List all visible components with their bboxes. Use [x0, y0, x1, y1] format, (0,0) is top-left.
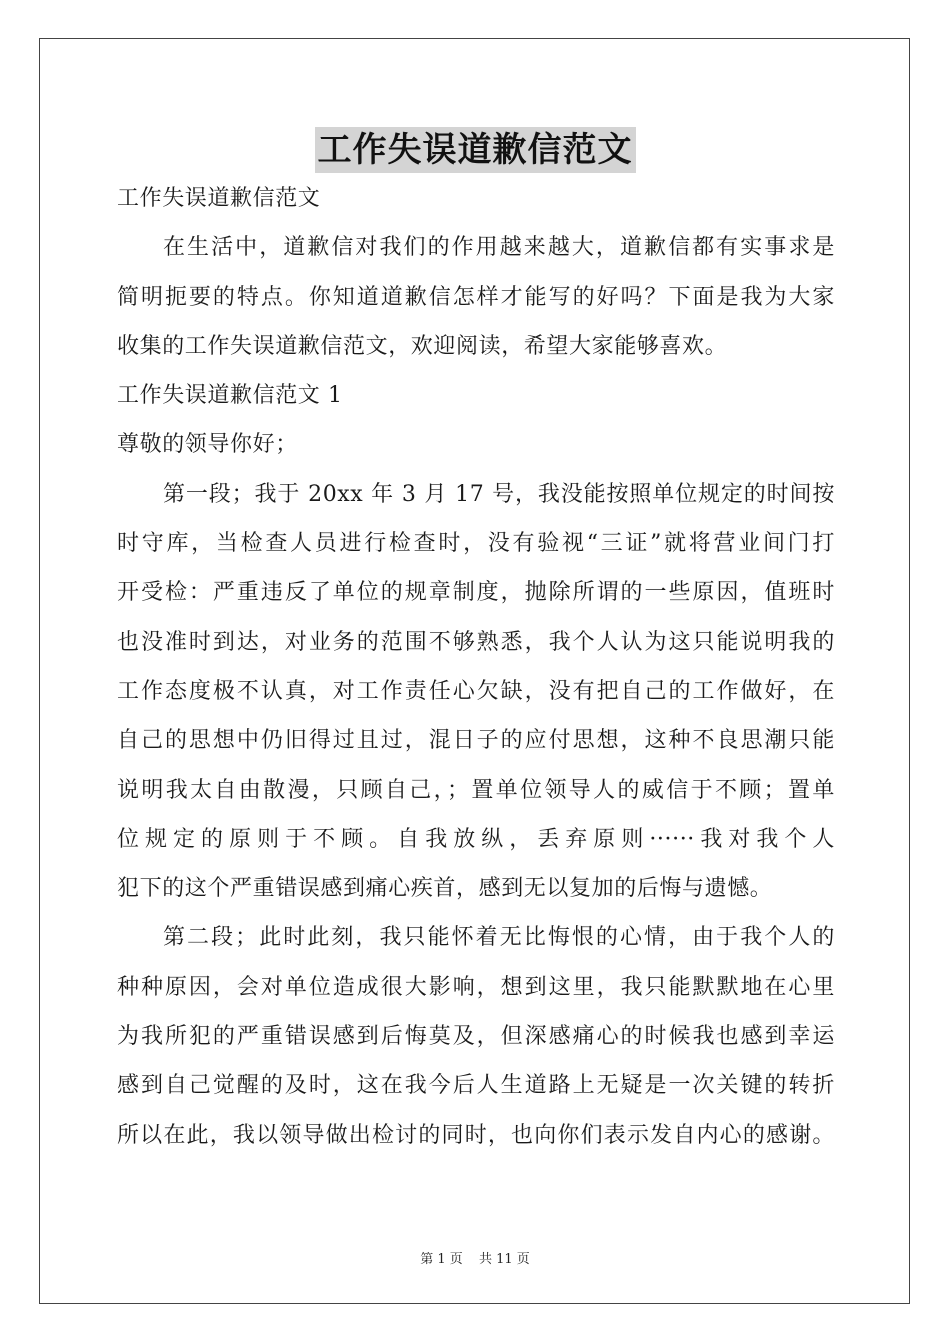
paragraph-line: 第一段；我于 20xx 年 3 月 17 号，我没能按照单位规定的时间按 — [163, 481, 835, 507]
paragraph-line: 自己的思想中仍旧得过且过，混日子的应付思想，这种不良思潮只能 — [117, 728, 835, 754]
paragraph-line: 也没准时到达，对业务的范围不够熟悉，我个人认为这只能说明我的 — [117, 629, 835, 655]
paragraph-line: 种种原因，会对单位造成很大影响，想到这里，我只能默默地在心里 — [117, 974, 835, 1000]
paragraph-line: 位规定的原则于不顾。自我放纵，丢弃原则······我对我个人 — [117, 826, 835, 852]
page-footer — [0, 1248, 950, 1267]
title-container — [0, 127, 950, 173]
paragraph-line: 开受检：严重违反了单位的规章制度，抛除所谓的一些原因，值班时 — [117, 580, 835, 606]
paragraph-line: 说明我太自由散漫，只顾自己，；置单位领导人的威信于不顾；置单 — [117, 777, 835, 803]
paragraph-line: 工作态度极不认真，对工作责任心欠缺，没有把自己的工作做好，在 — [117, 678, 835, 704]
section-heading: 工作失误道歉信范文 1 — [117, 383, 343, 409]
paragraph-line: 在生活中，道歉信对我们的作用越来越大，道歉信都有实事求是 — [163, 235, 835, 261]
salutation: 尊敬的领导你好； — [117, 432, 298, 458]
subtitle-line: 工作失误道歉信范文 — [117, 186, 321, 211]
document-title: 工作失误道歉信范文 — [315, 127, 636, 173]
paragraph-line: 收集的工作失误道歉信范文，欢迎阅读，希望大家能够喜欢。 — [117, 333, 728, 359]
document-body — [117, 174, 835, 1160]
paragraph-line: 简明扼要的特点。你知道道歉信怎样才能写的好吗？下面是我为大家 — [117, 284, 835, 310]
paragraph-line: 时守库，当检查人员进行检查时，没有验视“三证”就将营业间门打 — [117, 531, 835, 557]
paragraph-line: 感到自己觉醒的及时，这在我今后人生道路上无疑是一次关键的转折 — [117, 1073, 835, 1099]
paragraph-line: 犯下的这个严重错误感到痛心疾首，感到无以复加的后悔与遗憾。 — [117, 876, 773, 902]
paragraph-line: 所以在此，我以领导做出检讨的同时，也向你们表示发自内心的感谢。 — [117, 1122, 835, 1148]
page-total: 共 11 页 — [478, 1252, 530, 1267]
page-number: 第 1 页 — [420, 1252, 463, 1267]
paragraph-line: 第二段；此时此刻，我只能怀着无比悔恨的心情，由于我个人的 — [163, 925, 835, 951]
paragraph-line: 为我所犯的严重错误感到后悔莫及，但深感痛心的时候我也感到幸运 — [117, 1024, 835, 1050]
